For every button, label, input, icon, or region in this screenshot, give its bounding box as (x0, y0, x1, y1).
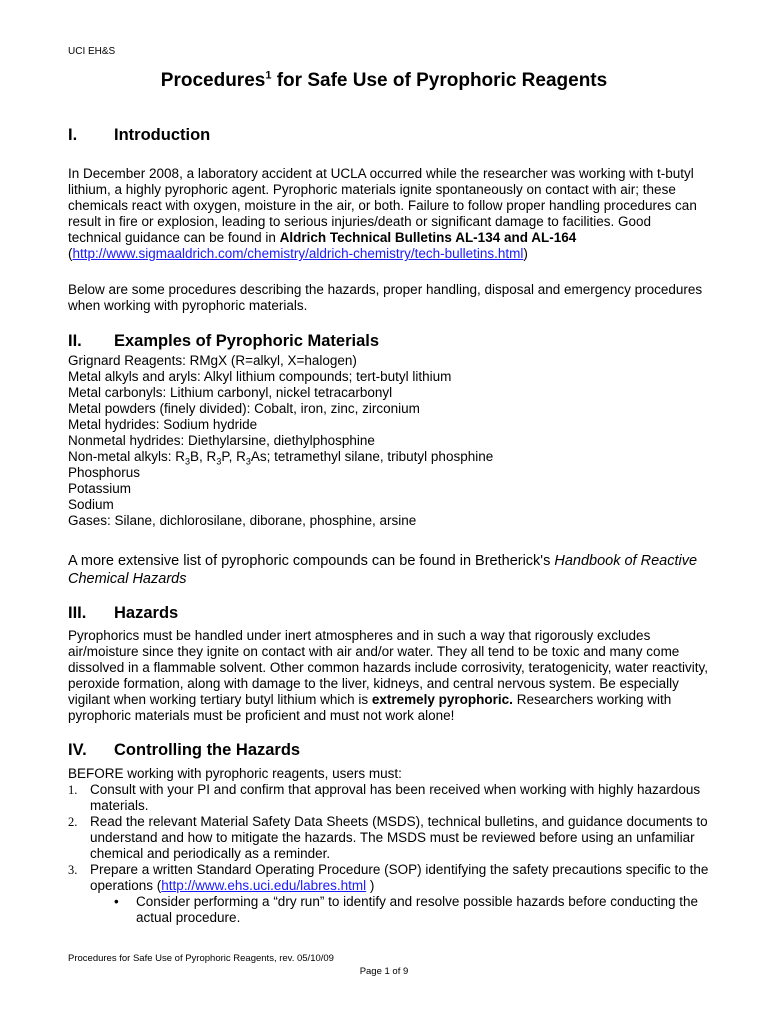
footer-text: Procedures for Safe Use of Pyrophoric Reagents, rev. 05/10/09 (68, 953, 334, 964)
title-rest: for Safe Use of Pyrophoric Reagents (271, 70, 608, 91)
alkyls-b: B, R (190, 449, 217, 464)
dry-run-bullet (68, 894, 718, 926)
section-title: Hazards (114, 604, 179, 622)
hazards-text: Pyrophorics must be handled under inert atmospheres and in such a way that rigorously excludes air/moisture since they ignite on contact with air and/or water. They all tend to be toxic and many come dissolved in a flammable solvent. Other common hazards include corrosivity, teratogenicity, water reactivity, peroxide formation, along with damage to the liver, kidneys, and central nervous system. Be especially vigilant when working tertiary butyl lithium which is (68, 628, 709, 707)
step-number: 2. (68, 815, 78, 829)
list-item: Metal powders (finely divided): Cobalt, iron, zinc, zirconium (68, 401, 420, 416)
list-item: Metal carbonyls: Lithium carbonyl, nickel tetracarbonyl (68, 385, 393, 400)
hazards-text-end: Researchers working with pyrophoric materials must be proficient and must not work alone! (68, 692, 672, 723)
sigma-aldrich-link[interactable]: http://www.sigmaaldrich.com/chemistry/aldrich-chemistry/tech-bulletins.html (72, 246, 524, 261)
bullet-glyph: • (114, 894, 119, 909)
title-main: Procedures (160, 70, 266, 91)
alkyls-p: P, R (221, 449, 246, 464)
step-3 (68, 862, 718, 894)
step-text: Read the relevant Material Safety Data Sheets (MSDS), technical bulletins, and guidance documents to understand and how to mitigate the hazards. The MSDS must be reviewed before using an unfamiliar chemical and periodically as a reminder. (90, 814, 708, 861)
header-org: UCI EH&S (68, 46, 116, 57)
subscript: 3 (245, 456, 251, 467)
intro-paragraph-2: Below are some procedures describing the hazards, proper handling, disposal and emergency procedures when working with pyrophoric materials. (68, 282, 703, 313)
paren-close: ) (523, 246, 528, 261)
list-item: Sodium (68, 497, 114, 512)
page-number: Page 1 of 9 (359, 966, 409, 977)
ehs-labres-link[interactable]: http://www.ehs.uci.edu/labres.html (161, 878, 367, 893)
step-number: 3. (68, 863, 78, 877)
section-heading-examples (68, 332, 379, 351)
controlling-steps (68, 766, 718, 926)
controlling-lead: BEFORE working with pyrophoric reagents, users must: (68, 766, 402, 781)
subscript: 3 (185, 456, 191, 467)
section-heading-controlling (68, 741, 300, 760)
document-title (0, 70, 768, 92)
step-text: Consult with your PI and confirm that approval has been received when working with highly hazardous materials. (90, 782, 701, 813)
extended-list-note (68, 552, 708, 588)
section-title: Controlling the Hazards (114, 741, 301, 759)
section-number: I. (68, 126, 78, 144)
intro-text: In December 2008, a laboratory accident at UCLA occurred while the researcher was working with t-butyl lithium, a highly pyrophoric agent. Pyrophoric materials ignite spontaneously on contact with air; these chemicals react with oxygen, moisture in the air, or both. Failure to follow proper handling procedures can result in fire or explosion, leading to serious injuries/death or significant damage to facilities. Good technical guidance can be found in (68, 166, 697, 245)
list-item: Potassium (68, 481, 132, 496)
step-text: Prepare a written Standard Operating Procedure (SOP) identifying the safety precautions specific to the operations ( (90, 862, 709, 893)
step-2 (68, 814, 718, 862)
title-footnote-mark: 1 (265, 69, 272, 82)
list-item: Nonmetal hydrides: Diethylarsine, diethylphosphine (68, 433, 375, 448)
aldrich-bulletins-ref: Aldrich Technical Bulletins AL-134 and AL-164 (279, 230, 577, 245)
list-item: Grignard Reagents: RMgX (R=alkyl, X=halogen) (68, 353, 357, 368)
note-text: A more extensive list of pyrophoric compounds can be found in Bretherick's (68, 553, 555, 569)
intro-paragraph-1 (68, 166, 708, 262)
section-number: II. (68, 332, 82, 350)
section-title: Introduction (114, 126, 211, 144)
alkyls-rest: As; tetramethyl silane, tributyl phosphine (250, 449, 494, 464)
list-item: Gases: Silane, dichlorosilane, diborane, phosphine, arsine (68, 513, 417, 528)
list-item: Phosphorus (68, 465, 141, 480)
bullet-text: Consider performing a “dry run” to identify and resolve possible hazards before conducting the actual procedure. (136, 894, 699, 925)
hazards-emphasis: extremely pyrophoric. (371, 692, 513, 707)
alkyls-label: Non-metal alkyls: R (68, 449, 186, 464)
paren-close: ) (366, 878, 375, 893)
list-item: Metal hydrides: Sodium hydride (68, 417, 258, 432)
section-heading-hazards (68, 604, 178, 623)
step-1 (68, 782, 718, 814)
step-number: 1. (68, 783, 78, 797)
pyrophoric-materials-list (68, 353, 708, 529)
subscript: 3 (216, 456, 222, 467)
section-number: III. (68, 604, 87, 622)
section-number: IV. (68, 741, 87, 759)
list-item: Metal alkyls and aryls: Alkyl lithium compounds; tert-butyl lithium (68, 369, 452, 384)
hazards-paragraph (68, 628, 708, 724)
paren-open: ( (68, 246, 73, 261)
handbook-title: Handbook of Reactive Chemical Hazards (68, 553, 698, 587)
section-title: Examples of Pyrophoric Materials (114, 332, 380, 350)
list-item-nonmetal-alkyls (68, 449, 708, 465)
section-heading-introduction (68, 126, 210, 145)
